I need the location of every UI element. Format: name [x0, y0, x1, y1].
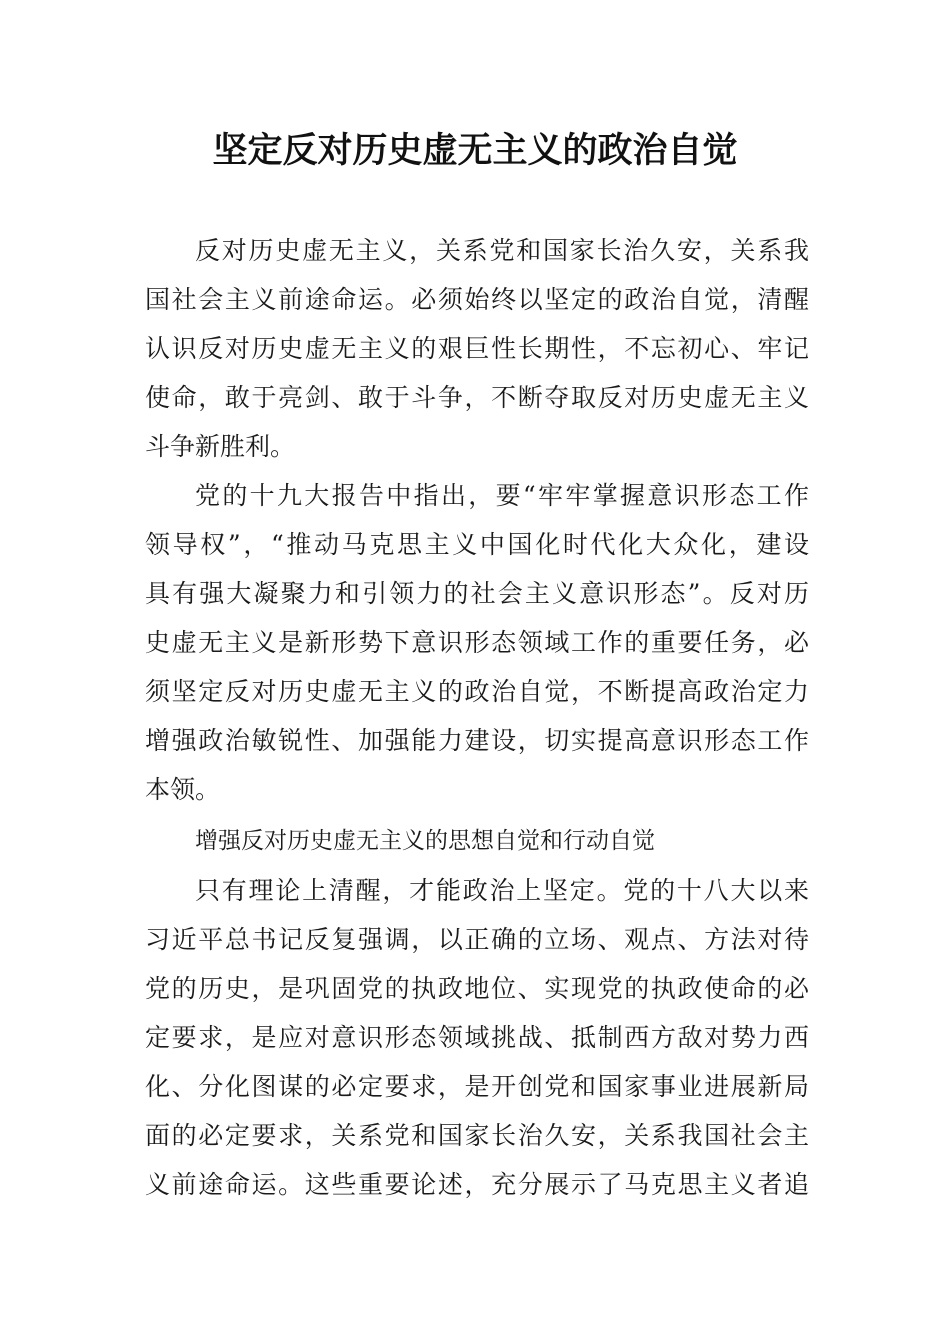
paragraph-line: 本领。: [145, 775, 221, 804]
document-title: 坚定反对历史虚无主义的政治自觉: [212, 131, 738, 171]
document-body: [145, 226, 809, 1209]
paragraph-line: 面的必定要求，关系党和国家长治久安，关系我国社会主: [145, 1121, 809, 1150]
paragraph-line: 斗争新胜利。: [145, 432, 296, 461]
section-heading-text: 增强反对历史虚无主义的思想自觉和行动自觉: [195, 828, 655, 854]
paragraph-line: 增强政治敏锐性、加强能力建设，切实提高意识形态工作: [145, 726, 809, 755]
paragraph-1: [145, 226, 809, 471]
paragraph-line: 国社会主义前途命运。必须始终以坚定的政治自觉，清醒: [145, 285, 809, 314]
paragraph-line: 只有理论上清醒，才能政治上坚定。党的十八大以来: [195, 876, 809, 905]
paragraph-line: 史虚无主义是新形势下意识形态领域工作的重要任务，必: [145, 628, 809, 657]
paragraph-line: 具有强大凝聚力和引领力的社会主义意识形态”。反对历: [145, 579, 809, 608]
section-heading: [145, 816, 809, 866]
paragraph-line: 党的十九大报告中指出，要“牢牢掌握意识形态工作: [195, 481, 809, 510]
paragraph-line: 化、分化图谋的必定要求，是开创党和国家事业进展新局: [145, 1072, 809, 1101]
paragraph-line: 认识反对历史虚无主义的艰巨性长期性，不忘初心、牢记: [145, 334, 809, 363]
paragraph-line: 义前途命运。这些重要论述，充分展示了马克思主义者追: [145, 1170, 809, 1199]
paragraph-2: [145, 471, 809, 814]
paragraph-line: 习近平总书记反复强调，以正确的立场、观点、方法对待: [145, 925, 809, 954]
paragraph-line: 使命，敢于亮剑、敢于斗争，不断夺取反对历史虚无主义: [145, 383, 809, 412]
paragraph-line: 反对历史虚无主义，关系党和国家长治久安，关系我: [195, 236, 809, 265]
paragraph-3: [145, 866, 809, 1209]
paragraph-line: 须坚定反对历史虚无主义的政治自觉，不断提高政治定力: [145, 677, 809, 706]
paragraph-line: 定要求，是应对意识形态领域挑战、抵制西方敌对势力西: [145, 1023, 809, 1052]
paragraph-line: 领导权”，“推动马克思主义中国化时代化大众化，建设: [145, 530, 809, 559]
paragraph-line: 党的历史，是巩固党的执政地位、实现党的执政使命的必: [145, 974, 809, 1003]
